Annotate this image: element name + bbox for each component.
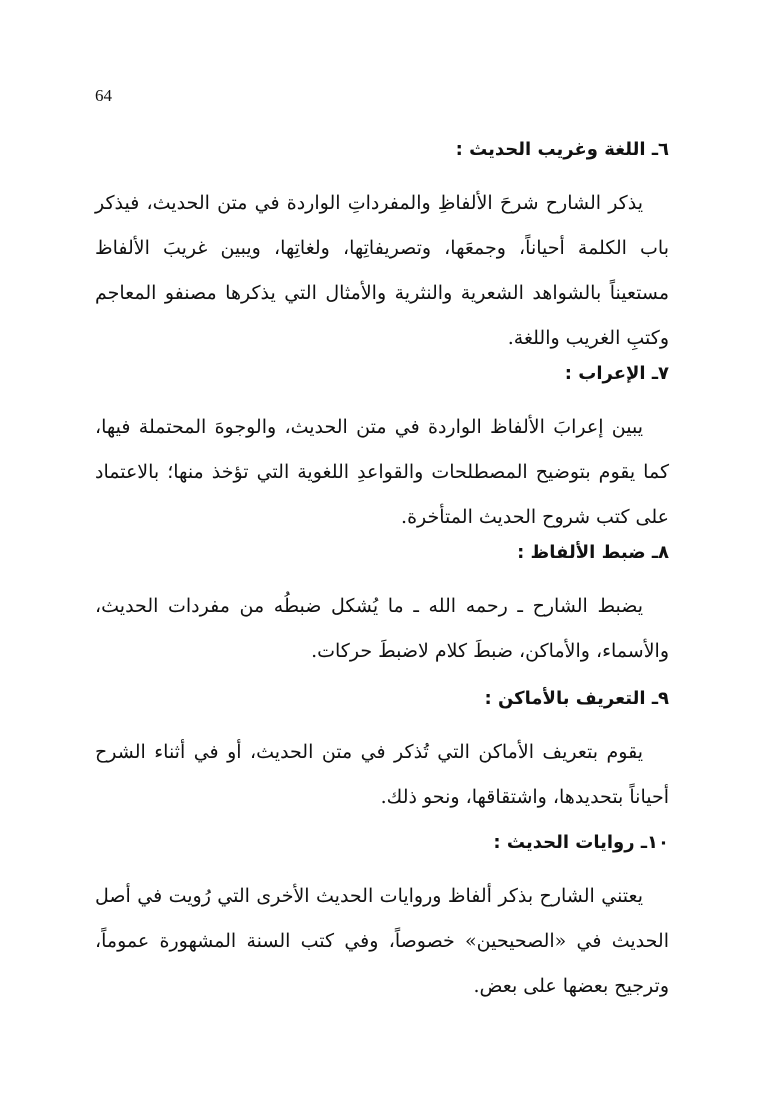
section-narrations (95, 830, 669, 1009)
section-heading: ٨ـ ضبط الألفاظ : (517, 542, 669, 563)
book-page (95, 0, 669, 1105)
section-heading: ٦ـ اللغة وغريب الحديث : (455, 139, 669, 160)
section-paragraph: يقوم بتعريف الأماكن التي تُذكر في متن الحديث، أو في أثناء الشرح أحياناً بتحديدها، واشتقاقها، ونحو ذلك. (95, 741, 669, 808)
section-places (95, 686, 669, 820)
section-language (95, 137, 669, 361)
section-heading: ٧ـ الإعراب : (564, 363, 669, 384)
section-grammar (95, 361, 669, 540)
section-paragraph: يبين إعرابَ الألفاظ الواردة في متن الحديث، والوجوهَ المحتملة فيها، كما يقوم بتوضيح المصطلحات والقواعدِ اللغوية التي تؤخذ منها؛ بالاعتماد على كتب شروح الحديث المتأخرة. (95, 416, 669, 528)
section-paragraph: يذكر الشارح شرحَ الألفاظِ والمفرداتِ الواردة في متن الحديث، فيذكر باب الكلمة أحياناً، وجمعَها، وتصريفاتِها، ولغاتِها، ويبين غريبَ الألفاظ مستعيناً بالشواهد الشعرية والنثرية والأمثال التي يذكرها مصنفو المعاجم وكتبِ الغريب واللغة. (95, 192, 669, 349)
section-paragraph: يضبط الشارح ـ رحمه الله ـ ما يُشكل ضبطُه من مفردات الحديث، والأسماء، والأماكن، ضبطَ كلام لاضبطَ حركات. (95, 595, 669, 662)
page-number: 64 (95, 86, 112, 105)
section-heading: ٩ـ التعريف بالأماكن : (484, 688, 669, 709)
section-paragraph: يعتني الشارح بذكر ألفاظ وروايات الحديث الأخرى التي رُويت في أصل الحديث في «الصحيحين» خصوصاً، وفي كتب السنة المشهورة عموماً، وترجيح بعضها على بعض. (95, 885, 669, 997)
section-heading: ١٠ـ روايات الحديث : (493, 832, 669, 853)
section-word-vocalization (95, 540, 669, 674)
